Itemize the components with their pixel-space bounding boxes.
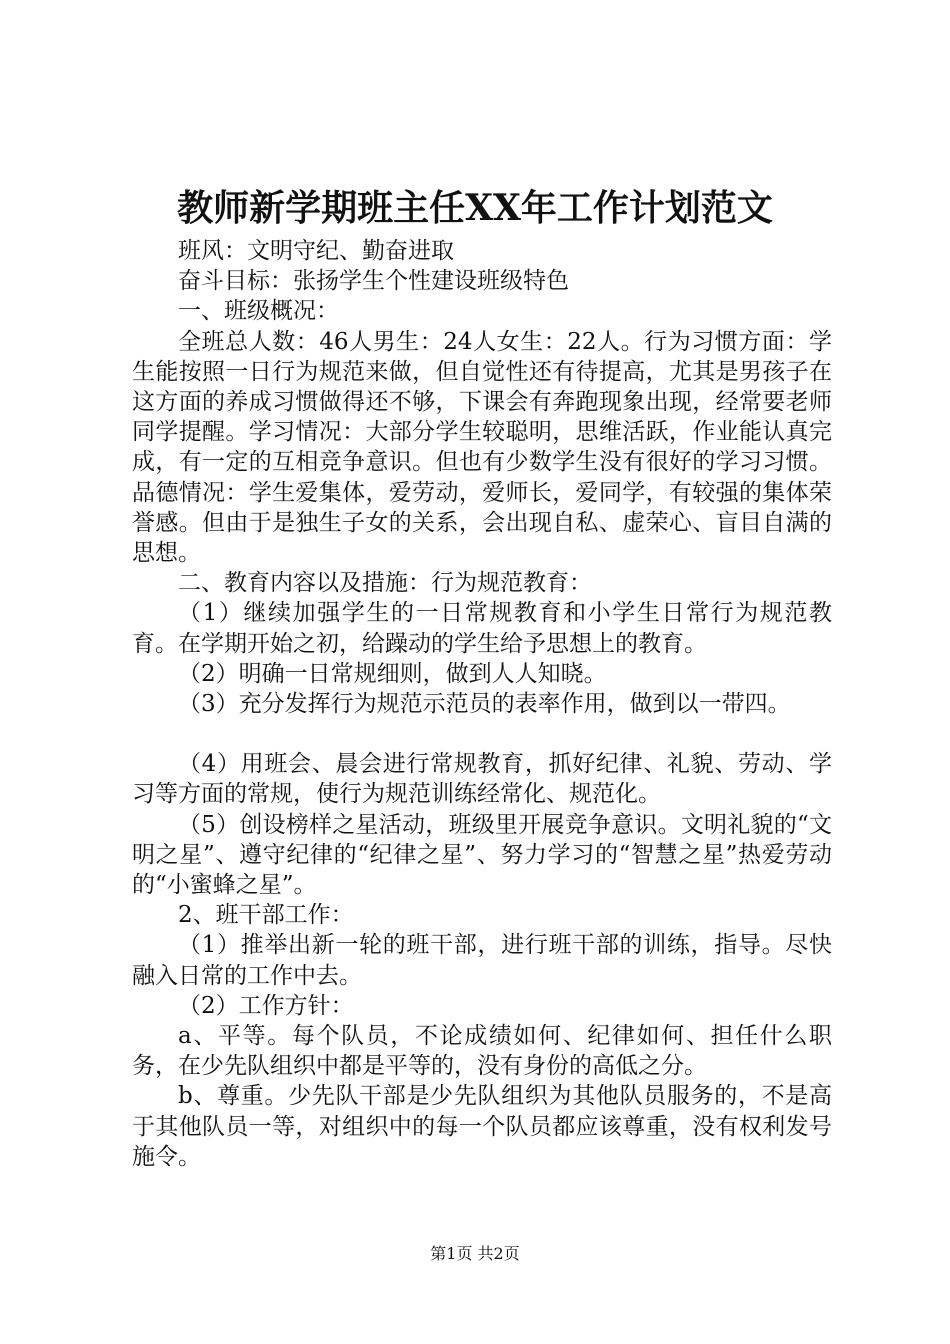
- list-item-4: （4）用班会、晨会进行常规教育，抓好纪律、礼貌、劳动、学习等方面的常规，使行为规范训练经常化、规范化。: [132, 751, 832, 808]
- principle-respect: b、尊重。少先队干部是少先队组织为其他队员服务的，不是高于其他队员一等，对组织中的每一个队员都应该尊重，没有权利发号施令。: [132, 1083, 832, 1170]
- class-goal: 奋斗目标：张扬学生个性建设班级特色: [178, 268, 569, 295]
- cadre-item-2: （2）工作方针：: [178, 992, 354, 1019]
- section-heading-measures: 二、教育内容以及措施：行为规范教育：: [178, 570, 592, 597]
- document-body: [132, 236, 832, 1172]
- cadre-item-1: （1）推举出新一轮的班干部，进行班干部的训练，指导。尽快融入日常的工作中去。: [132, 932, 832, 989]
- class-motto: 班风：文明守纪、勤奋进取: [178, 238, 454, 264]
- section-heading-cadres: 2、班干部工作：: [178, 902, 354, 929]
- list-item-5: （5）创设榜样之星活动，班级里开展竞争意识。文明礼貌的“文明之星”、遵守纪律的“纪律之星”、努力学习的“智慧之星”热爱劳动的“小蜜蜂之星”。: [132, 811, 832, 899]
- principle-equality: a、平等。每个队员，不论成绩如何、纪律如何、担任什么职务，在少先队组织中都是平等的，没有身份的高低之分。: [132, 1023, 832, 1080]
- paragraph-overview: 全班总人数：46人男生：24人女生：22人。行为习惯方面：学生能按照一日行为规范来做，但自觉性还有待提高，尤其是男孩子在这方面的养成习惯做得还不够，下课会有奔跑现象出现，经常要老师同学提醒。学习情况：大部分学生较聪明，思维活跃，作业能认真完成，有一定的互相竞争意识。但也有少数学生没有很好的学习习惯。品德情况：学生爱集体，爱劳动，爱师长，爱同学，有较强的集体荣誉感。但由于是独生子女的关系，会出现自私、虚荣心、盲目自满的思想。: [132, 328, 832, 567]
- list-item-2: （2）明确一日常规细则，做到人人知晓。: [178, 660, 607, 687]
- list-item-3: （3）充分发挥行为规范示范员的表率作用，做到以一带四。: [178, 691, 791, 718]
- page-number-footer: 第1页 共2页: [430, 1244, 520, 1263]
- document-title: 教师新学期班主任XX年工作计划范文: [177, 187, 773, 229]
- blank-line: [132, 719, 832, 749]
- list-item-1: （1）继续加强学生的一日常规教育和小学生日常行为规范教育。在学期开始之初，给躁动的学生给予思想上的教育。: [132, 600, 832, 657]
- section-heading-overview: 一、班级概况：: [178, 298, 339, 325]
